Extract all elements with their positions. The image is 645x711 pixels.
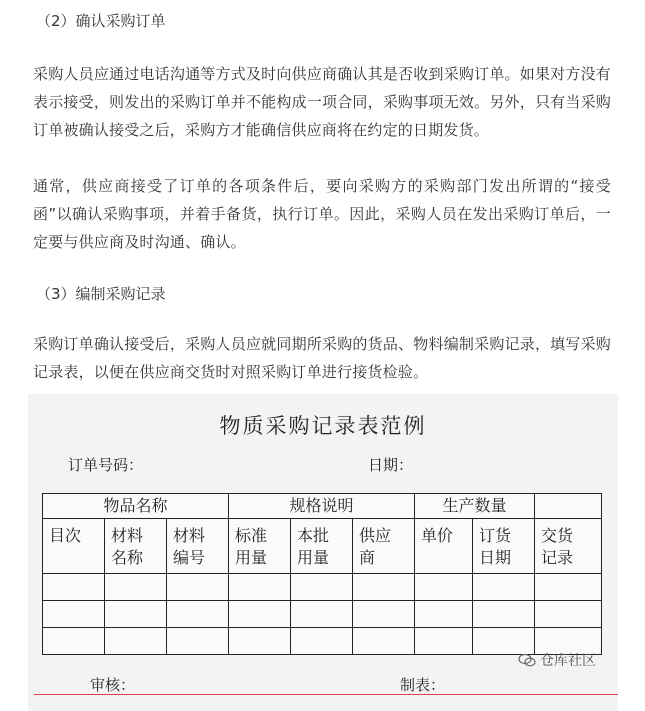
col-header-unit-price: 单价	[415, 519, 473, 574]
col-header-order-date: 订货 日期	[473, 519, 535, 574]
paragraph-confirm-order: 采购人员应通过电话沟通等方式及时向供应商确认其是否收到采购订单。如果对方没有表示接受，则发出的采购订单并不能构成一项合同，采购事项无效。另外，只有当采购订单被确认接受之后，采购方才能确信供应商将在约定的日期发货。	[33, 65, 611, 139]
date-label: 日期：	[368, 456, 414, 474]
purchase-record-form-image	[28, 394, 618, 711]
paragraph-purchase-record: 采购订单确认接受后，采购人员应就同期所采购的货品、物料编制采购记录，填写采购记录表，以便在供应商交货时对照采购订单进行接货检验。	[33, 335, 611, 381]
table-row	[43, 601, 602, 628]
group-header-quantity: 生产数量	[415, 494, 535, 519]
group-header-row	[43, 494, 602, 519]
col-header-batch-usage: 本批 用量	[291, 519, 353, 574]
group-header-empty	[535, 494, 602, 519]
group-header-spec: 规格说明	[229, 494, 415, 519]
col-header-index: 目次	[43, 519, 105, 574]
chat-bubble-icon	[518, 653, 536, 667]
col-header-delivery-record: 交货 记录	[535, 519, 602, 574]
table-row	[43, 574, 602, 601]
maker-label: 制表：	[400, 676, 446, 694]
group-header-item-name: 物品名称	[43, 494, 229, 519]
section-heading-purchase-record: （3）编制采购记录	[36, 285, 166, 303]
column-header-row	[43, 519, 602, 574]
col-header-standard-usage: 标准 用量	[229, 519, 291, 574]
paragraph-acceptance-letter: 通常，供应商接受了订单的各项条件后，要向采购方的采购部门发出所谓的“接受函”以确认采购事项，并着手备货，执行订单。因此，采购人员在发出采购订单后，一定要与供应商及时沟通、确认。	[33, 177, 611, 251]
section-heading-confirm-order: （2）确认采购订单	[36, 12, 166, 30]
order-number-label: 订单号码：	[68, 456, 144, 474]
audit-label: 审核：	[90, 676, 136, 694]
purchase-record-table	[42, 493, 602, 655]
col-header-material-code: 材料 编号	[167, 519, 229, 574]
watermark	[518, 650, 596, 670]
divider	[34, 694, 618, 695]
form-title: 物质采购记录表范例	[219, 414, 427, 438]
col-header-material-name: 材料 名称	[105, 519, 167, 574]
watermark-text: 仓库社区	[540, 653, 596, 669]
col-header-supplier: 供应 商	[353, 519, 415, 574]
